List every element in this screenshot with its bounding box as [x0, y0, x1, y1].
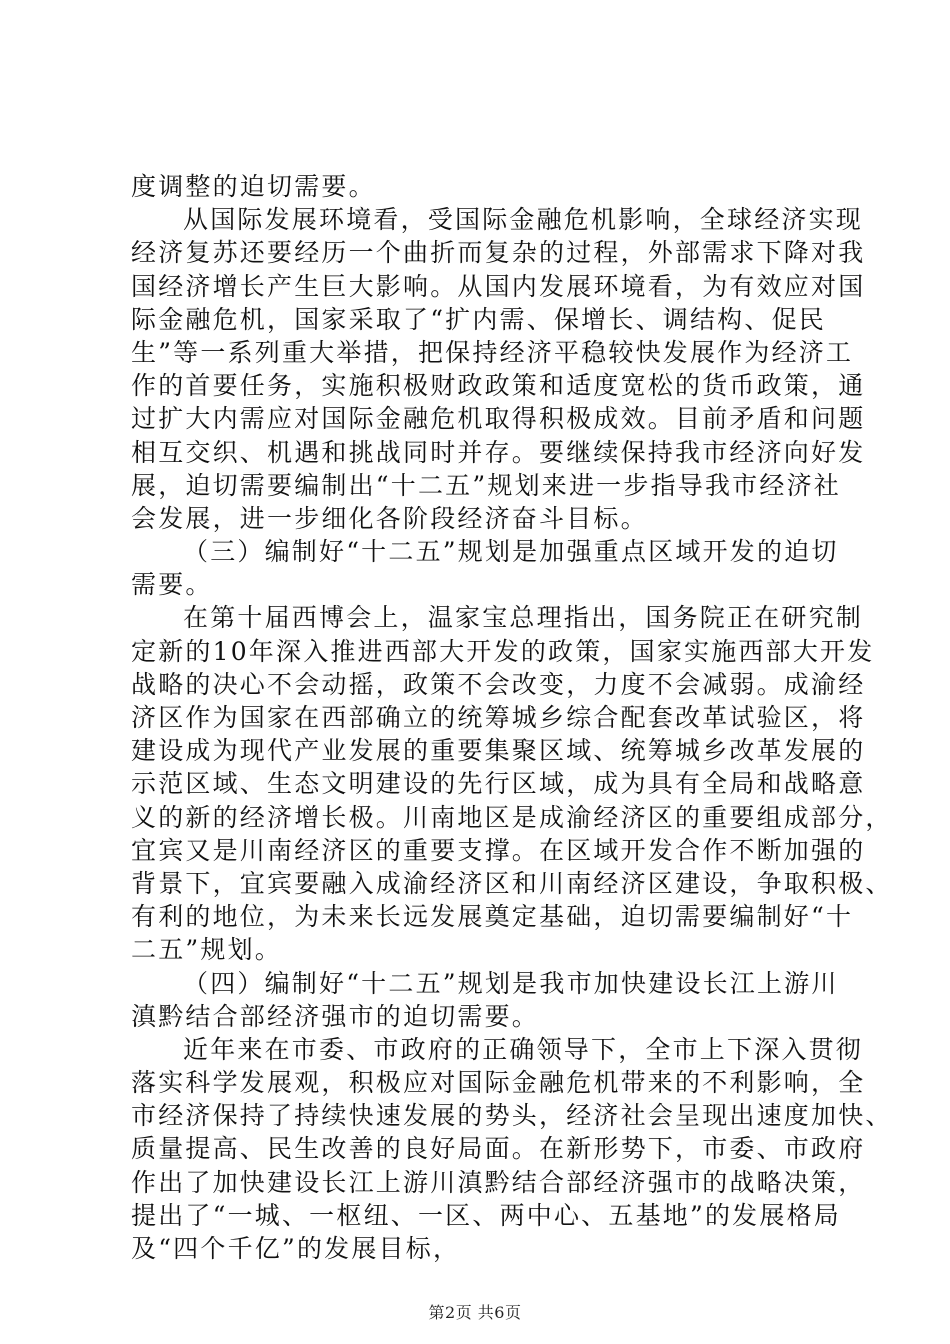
- text-line: 展，迫切需要编制出“十二五”规划来进一步指导我市经济社: [131, 470, 841, 500]
- section-heading-3-cont: 需要。: [131, 570, 213, 600]
- text-line: 及“四个千亿”的发展目标，: [131, 1234, 461, 1263]
- text-line: 市经济保持了持续快速发展的势头，经济社会呈现出速度加快、: [131, 1101, 893, 1131]
- document-body: [131, 170, 893, 1265]
- text-line: 义的新的经济增长极。川南地区是成渝经济区的重要组成部分，: [131, 802, 893, 832]
- text-line: 从国际发展环境看，受国际金融危机影响，全球经济实现: [183, 205, 864, 235]
- text-line: 示范区域、生态文明建设的先行区域，成为具有全局和战略意: [131, 769, 866, 799]
- text-line: 宜宾又是川南经济区的重要支撑。在区域开发合作不断加强的: [131, 835, 866, 865]
- text-line: 生”等一系列重大举措，把保持经济平稳较快发展作为经济工: [131, 337, 854, 367]
- text-line: 二五”规划。: [131, 935, 282, 965]
- text-line: 作出了加快建设长江上游川滇黔结合部经济强市的战略决策，: [131, 1167, 866, 1197]
- text-line: 战略的决心不会动摇，政策不会改变，力度不会减弱。成渝经: [131, 669, 866, 699]
- text-line: 会发展，进一步细化各阶段经济奋斗目标。: [131, 503, 648, 533]
- text-line: 定新的10年深入推进西部大开发的政策，国家实施西部大开发: [131, 636, 875, 666]
- page-number-footer: 第2页 共6页: [428, 1303, 522, 1322]
- text-line: 作的首要任务，实施积极财政政策和适度宽松的货币政策，通: [131, 371, 866, 401]
- text-line: 建设成为现代产业发展的重要集聚区域、统筹城乡改革发展的: [131, 736, 866, 766]
- text-line: 济区作为国家在西部确立的统筹城乡综合配套改革试验区，将: [131, 703, 866, 732]
- text-line: 在第十届西博会上，温家宝总理指出，国务院正在研究制: [183, 603, 864, 633]
- text-line: 际金融危机，国家采取了“扩内需、保增长、调结构、促民: [131, 304, 826, 334]
- section-heading-3: （三）编制好“十二五”规划是加强重点区域开发的迫切: [183, 537, 839, 567]
- section-heading-4-cont: 滇黔结合部经济强市的迫切需要。: [131, 1001, 540, 1031]
- text-line: 经济复苏还要经历一个曲折而复杂的过程，外部需求下降对我: [131, 238, 866, 268]
- text-line: 国经济增长产生巨大影响。从国内发展环境看，为有效应对国: [131, 271, 866, 301]
- text-line: 有利的地位，为未来长远发展奠定基础，迫切需要编制好“十: [131, 902, 854, 932]
- text-line: 落实科学发展观，积极应对国际金融危机带来的不利影响，全: [131, 1068, 866, 1098]
- text-line: 度调整的迫切需要。: [131, 172, 376, 201]
- text-line: 相互交织、机遇和挑战同时并存。要继续保持我市经济向好发: [131, 437, 866, 467]
- section-heading-4: （四）编制好“十二五”规划是我市加快建设长江上游川: [183, 968, 839, 998]
- text-line: 质量提高、民生改善的良好局面。在新形势下，市委、市政府: [131, 1134, 866, 1164]
- text-line: 提出了“一城、一枢纽、一区、两中心、五基地”的发展格局: [131, 1200, 841, 1230]
- text-line: 背景下，宜宾要融入成渝经济区和川南经济区建设，争取积极、: [131, 868, 893, 898]
- text-line: 近年来在市委、市政府的正确领导下，全市上下深入贯彻: [183, 1034, 864, 1064]
- text-line: 过扩大内需应对国际金融危机取得积极成效。目前矛盾和问题: [131, 404, 866, 434]
